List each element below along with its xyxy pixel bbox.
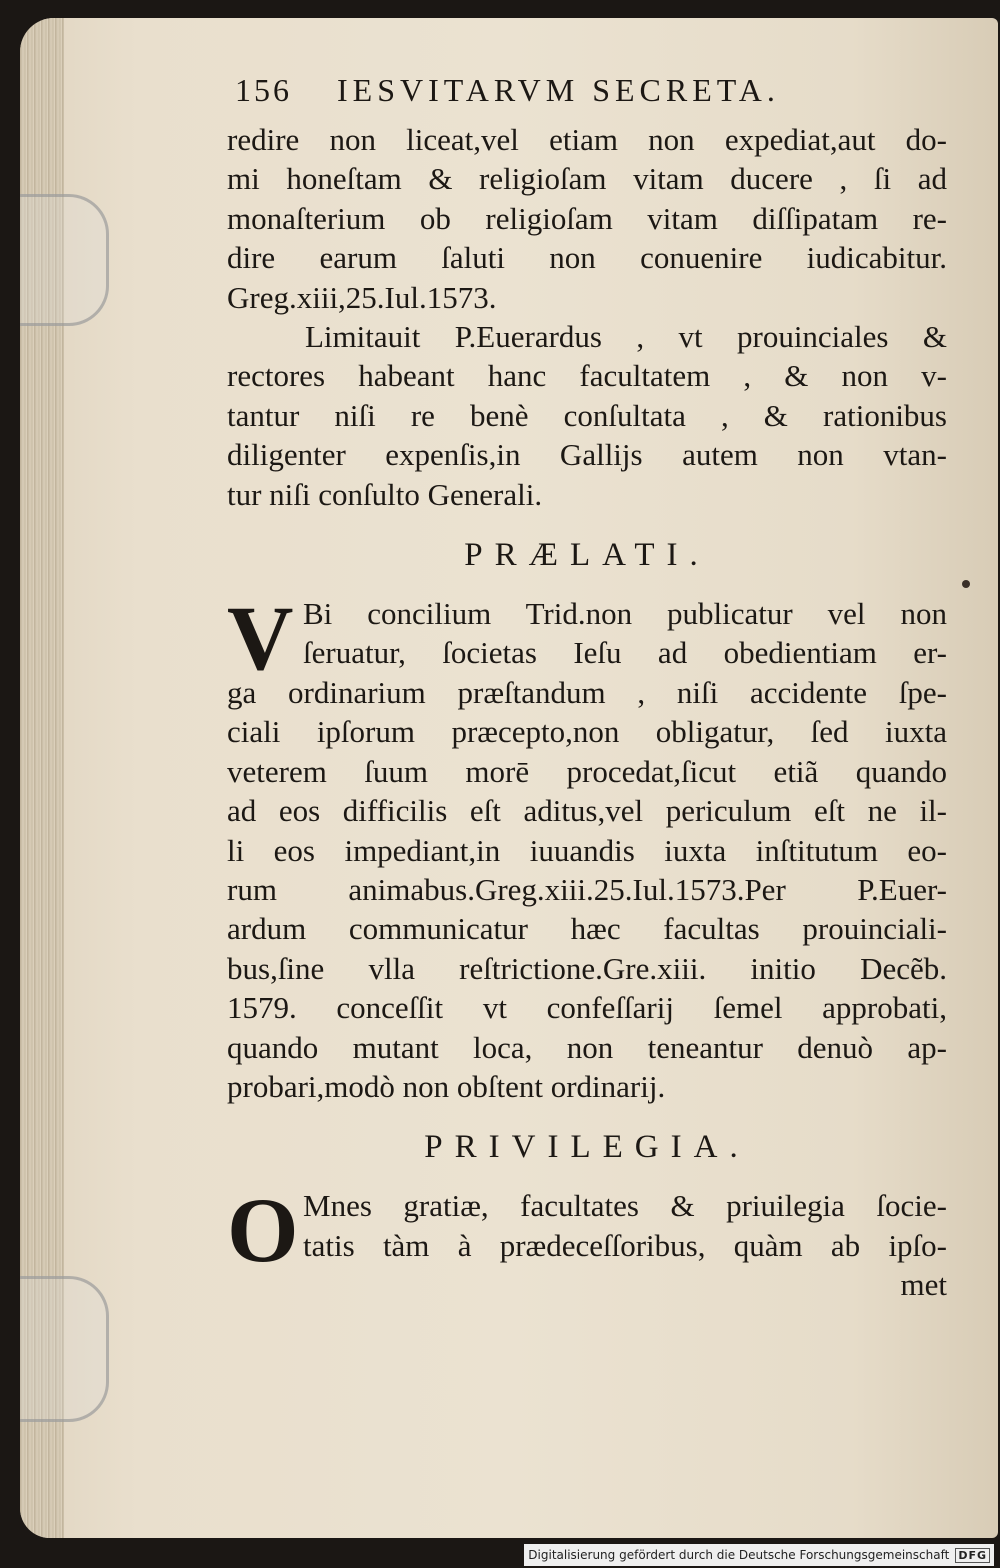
text-line: probari,modò non obſtent ordinarij. xyxy=(227,1068,666,1104)
catchword: met xyxy=(900,1267,947,1303)
digitization-footer xyxy=(524,1544,994,1566)
text-line: tur niſi conſulto Generali. xyxy=(227,476,543,512)
text-line: ga ordinarium præſtandum , niſi accidente ſpe- xyxy=(227,674,947,710)
text-line: Mnes gratiæ, facultates & priuilegia ſocie- xyxy=(303,1188,947,1224)
text-line: li eos impediant,in iuuandis iuxta inſtitutum eo- xyxy=(227,832,947,868)
text-line: ſeruatur, ſocietas Ieſu ad obedientiam er- xyxy=(303,635,947,671)
text-line: quando mutant loca, non teneantur denuò ap- xyxy=(227,1029,947,1065)
text-line: tatis tàm à prædeceſſoribus, quàm ab ipſo- xyxy=(303,1227,947,1263)
text-line: tantur niſi re benè conſultata , & rationibus xyxy=(227,397,947,433)
text-line: 1579. conceſſit vt confeſſarij ſemel approbati, xyxy=(227,990,947,1026)
section-heading-privilegia: PRIVILEGIA. xyxy=(424,1129,750,1166)
dfg-logo-icon: DFG xyxy=(955,1548,990,1563)
text-line: veterem ſuum morē procedat,ſicut etiã quando xyxy=(227,753,947,789)
text-line: mi honeſtam & religioſam vitam ducere , ſi ad xyxy=(227,161,947,197)
text-line: monaſterium ob religioſam vitam diſſipatam re- xyxy=(227,200,947,236)
page-number: 156 xyxy=(235,72,292,108)
page-clip-bottom xyxy=(20,1276,109,1422)
text-line: redire non liceat,vel etiam non expediat,aut do- xyxy=(227,122,947,157)
page-clip-top xyxy=(20,194,109,326)
running-header xyxy=(227,70,947,120)
footer-credit: Digitalisierung gefördert durch die Deutsche Forschungsgemeinschaft xyxy=(528,1548,950,1562)
text-line: diligenter expenſis,in Gallijs autem non vtan- xyxy=(227,437,947,473)
text-line: bus,ſine vlla reſtrictione.Gre.xiii. initio Decẽb. xyxy=(227,950,947,986)
text-line: rectores habeant hanc facultatem , & non v- xyxy=(227,358,947,394)
text-line: ciali ipſorum præcepto,non obligatur, ſed iuxta xyxy=(227,714,947,750)
paragraph-privilegia xyxy=(227,1179,947,1304)
text-line: Greg.xiii,25.Iul.1573. xyxy=(227,279,497,315)
text-line: rum animabus.Greg.xiii.25.Iul.1573.Per P.Euer- xyxy=(227,871,947,907)
paragraph-limitauit xyxy=(227,317,947,514)
paragraph-praelati xyxy=(227,587,947,1106)
ink-dot xyxy=(962,580,970,588)
drop-cap: V xyxy=(227,587,294,690)
text-line: ad eos difficilis eſt aditus,vel periculum eſt ne il- xyxy=(227,793,947,829)
page-text xyxy=(227,70,947,1305)
text-line: ardum communicatur hæc facultas prouinciali- xyxy=(227,911,947,947)
running-title: IESVITARVM SECRETA. xyxy=(337,72,780,108)
drop-cap: O xyxy=(227,1179,299,1282)
paragraph-continuation xyxy=(227,120,947,317)
text-line: Limitauit P.Euerardus , vt prouinciales & xyxy=(305,319,947,355)
text-line: Bi concilium Trid.non publicatur vel non xyxy=(303,596,947,632)
text-line: dire earum ſaluti non conuenire iudicabitur. xyxy=(227,240,947,276)
section-heading-praelati: PRÆLATI. xyxy=(464,537,710,574)
